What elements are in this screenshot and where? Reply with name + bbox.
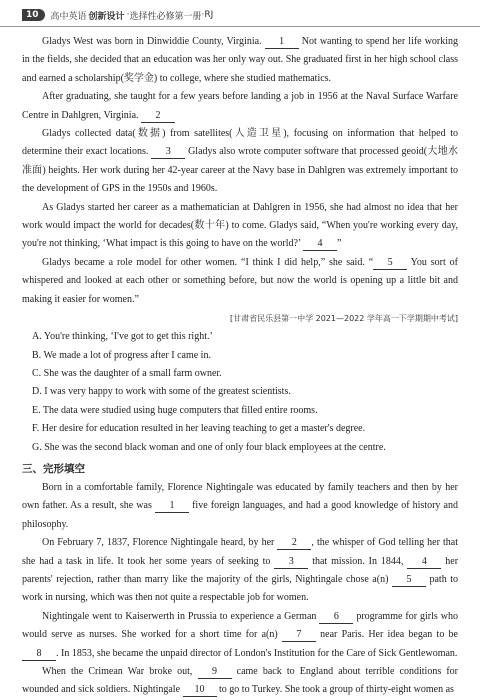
text: five foreign languages, and had a good knowledge of history and philosophy. [22, 500, 458, 530]
answer-blank[interactable]: 4 [303, 238, 337, 251]
header-book: 选择性必修第一册 [129, 11, 202, 22]
text: path to work in nursing, which was then not quite a respectable job for women. [22, 573, 459, 604]
paragraph [22, 88, 458, 125]
answer-blank[interactable]: 5 [373, 257, 407, 270]
answer-blank[interactable]: 4 [407, 556, 441, 569]
text: Gladys also wrote computer software that processed geoid(大地水准面) heights. Her work during her 42-year career at the Navy base in Dahlgren was extremely important to the development of GPS in the 1950s and 1960s. [22, 146, 459, 195]
header-separator: · [126, 10, 130, 20]
options-list [22, 328, 458, 457]
paragraph [22, 254, 458, 309]
option-item[interactable]: G. She was the second black woman and one of only four black employees at the centre. [32, 441, 386, 453]
text: near Paris. Her idea began to be [320, 629, 458, 641]
text: Gladys West was born in Dinwiddie County, Virginia. [42, 36, 262, 47]
text: As Gladys started her career as a mathematician at Dahlgren in 1956, she had almost no idea that her work would impact the world for decades(数十年) to come. Gladys said, “When you're working every day, you're not thinking, ‘What impact is this going to have on the world?’ [22, 201, 458, 250]
text: to go to Turkey. She took a group of thirty-eight women as [219, 684, 454, 696]
text: When the Crimean War broke out, [42, 666, 193, 677]
paragraph [22, 534, 458, 608]
text: Nightingale went to Kaiserwerth in Prussia to experience a German [42, 610, 317, 622]
page-number: 10 [22, 9, 45, 21]
answer-blank[interactable]: 1 [155, 500, 189, 513]
source-citation: [甘肃省民乐县第一中学 2021—2022 学年高一下学期期中考试] [229, 314, 458, 324]
text: After graduating, she taught for a few years before landing a job in 1956 at the Naval Surface Warfare Centre in Dahlgren, Virginia. [22, 91, 458, 121]
option-item[interactable]: C. She was the daughter of a small farm owner. [32, 367, 222, 379]
answer-blank[interactable]: 5 [392, 574, 426, 587]
cloze-passage [22, 479, 458, 700]
paragraph [22, 33, 458, 88]
paragraph [22, 479, 458, 534]
answer-blank[interactable]: 3 [274, 556, 308, 569]
header-edition: RJ [204, 10, 214, 20]
header-brand-logo: 创新设计 [88, 11, 125, 22]
text: programme for girls who would serve as nurses. She worked for a short time for a(n) [22, 610, 458, 641]
answer-blank[interactable]: 7 [282, 629, 316, 642]
answer-blank[interactable]: 9 [198, 666, 232, 679]
header-separator: · [201, 10, 205, 20]
paragraph [22, 663, 458, 700]
text: Not wanting to spend her life working in the fields, she decided that an education was her only way out. She graduated first in her high school class and earned a scholarship(奖学金) to college, where she studied mathematics. [22, 36, 459, 84]
option-item[interactable]: E. The data were studied using huge computers that filled entire rooms. [32, 404, 318, 416]
header-series: 高中英语 [50, 11, 87, 22]
text: , the whisper of God telling her that she had a task in life. It took her some years of seeking to [22, 537, 458, 567]
text: came back to England about terrible conditions for wounded and sick soldiers. Nightingale [22, 666, 458, 696]
paragraph [22, 608, 458, 663]
reading-passage [22, 33, 458, 309]
text: Born in a comfortable family, Florence Nightingale was educated by family teachers and then by her own father. As a result, she was [22, 481, 458, 512]
text: Gladys became a role model for other women. “I think I did help,” she said. “ [42, 256, 374, 268]
answer-blank[interactable]: 2 [277, 537, 311, 550]
answer-blank[interactable]: 1 [265, 36, 299, 49]
option-item[interactable]: A. You're thinking, ‘I've got to get this right.’ [32, 331, 213, 343]
text: her parents' rejection, rather than marry like the majority of the girls, Nightingale chose a(n) [22, 555, 459, 585]
answer-blank[interactable]: 10 [183, 684, 217, 697]
answer-blank[interactable]: 2 [141, 110, 175, 123]
section-title: 三、完形填空 [22, 462, 85, 475]
page-header [0, 4, 480, 27]
answer-blank[interactable]: 8 [22, 648, 56, 661]
paragraph [22, 125, 458, 199]
option-item[interactable]: B. We made a lot of progress after I came in. [32, 349, 211, 361]
option-item[interactable]: F. Her desire for education resulted in her leaving teaching to get a master's degree. [32, 423, 366, 435]
text: On February 7, 1837, Florence Nightingale heard, by her [42, 537, 275, 549]
text: You sort of whispered and looked at each other or something before, but now the world is opening up a little bit and making it easier for women.” [22, 256, 458, 305]
paragraph [22, 199, 458, 254]
text: ” [337, 238, 342, 250]
text: Gladys collected data(数据) from satellites(人造卫星), focusing on information that helped to determine their exact locations. [22, 128, 458, 158]
text: . In 1853, she became the unpaid director of London's Institution for the Care of Sick Gentlewoman. [56, 647, 458, 659]
answer-blank[interactable]: 3 [151, 146, 185, 159]
answer-blank[interactable]: 6 [319, 611, 353, 624]
text: that mission. In 1844, [312, 555, 404, 567]
option-item[interactable]: D. I was very happy to work with some of the greatest scientists. [32, 386, 291, 398]
